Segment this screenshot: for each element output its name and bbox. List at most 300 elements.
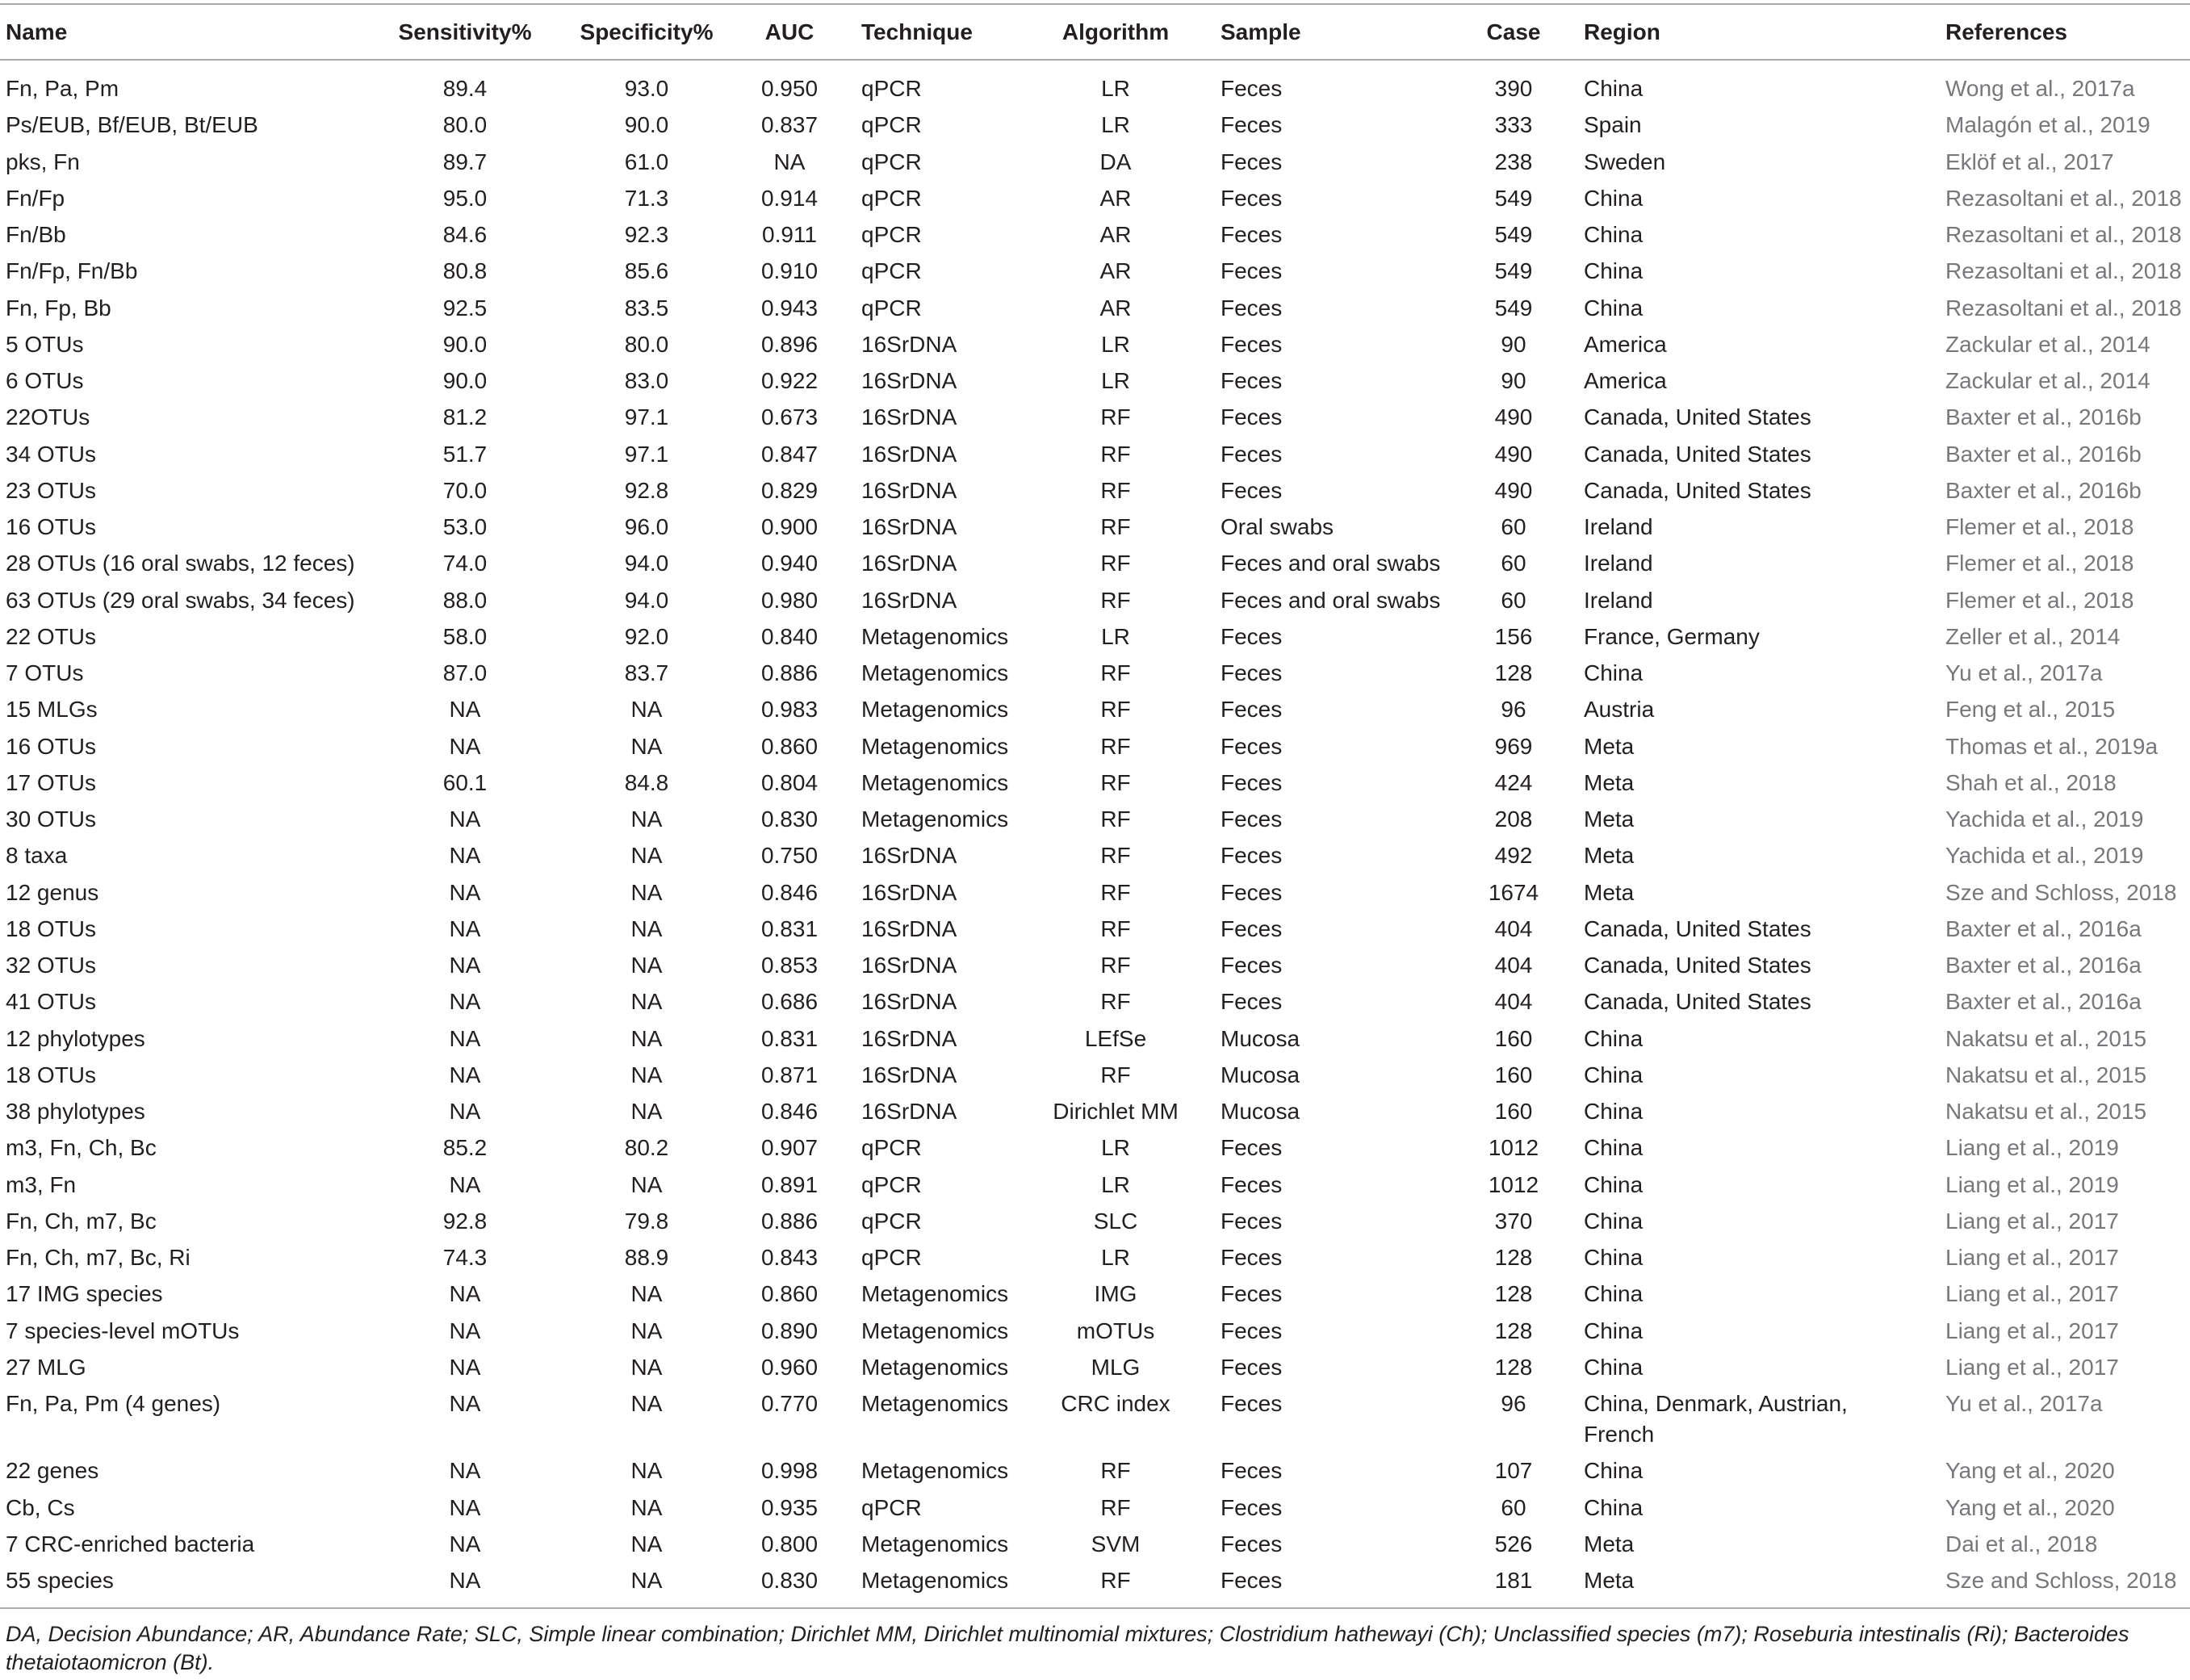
cell-technique: 16SrDNA xyxy=(861,514,957,539)
cell-sample: Feces xyxy=(1221,843,1283,869)
cell-sensitivity: 51.7 xyxy=(442,441,488,467)
cell-technique: Metagenomics xyxy=(861,1568,1009,1593)
cell-algorithm: mOTUs xyxy=(1076,1318,1155,1343)
cell-name: m3, Fn xyxy=(6,1171,77,1197)
cell-region: China xyxy=(1584,1208,1644,1234)
cell-case: 549 xyxy=(1494,222,1533,247)
cell-technique: Metagenomics xyxy=(861,697,1009,723)
table-body xyxy=(0,61,2190,1609)
cell-algorithm: LR xyxy=(1101,623,1130,649)
cell-case: 128 xyxy=(1494,1318,1533,1343)
cell-references: Zackular et al., 2014 xyxy=(1945,368,2150,393)
cell-region: Meta xyxy=(1584,769,1635,795)
cell-technique: 16SrDNA xyxy=(861,441,957,467)
cell-specificity: NA xyxy=(630,806,663,832)
cell-technique: 16SrDNA xyxy=(861,1025,957,1051)
cell-case: 490 xyxy=(1494,441,1533,467)
cell-algorithm: RF xyxy=(1100,733,1131,759)
cell-technique: Metagenomics xyxy=(861,1281,1009,1307)
cell-auc: 0.943 xyxy=(760,295,819,320)
cell-technique: Metagenomics xyxy=(861,733,1009,759)
cell-sample: Feces xyxy=(1221,806,1283,832)
cell-region: Meta xyxy=(1584,1531,1635,1556)
cell-auc: 0.843 xyxy=(760,1245,819,1270)
table-row xyxy=(0,1167,2190,1203)
biomarker-performance-table xyxy=(0,3,2190,1677)
cell-region: China, Denmark, Austrian, French xyxy=(1584,1391,1848,1447)
column-header-name: Name xyxy=(6,19,68,44)
cell-sensitivity: NA xyxy=(449,1171,481,1197)
cell-algorithm: RF xyxy=(1100,915,1131,941)
cell-specificity: NA xyxy=(630,1318,663,1343)
cell-sample: Feces xyxy=(1221,769,1283,795)
cell-sensitivity: 95.0 xyxy=(442,185,488,211)
cell-sample: Feces xyxy=(1221,915,1283,941)
cell-specificity: NA xyxy=(630,1099,663,1124)
cell-algorithm: RF xyxy=(1100,551,1131,576)
cell-sensitivity: 80.0 xyxy=(442,112,488,138)
cell-sample: Feces xyxy=(1221,441,1283,467)
cell-specificity: 61.0 xyxy=(624,149,669,174)
cell-auc: 0.860 xyxy=(760,1281,819,1307)
cell-technique: 16SrDNA xyxy=(861,1062,957,1087)
cell-technique: Metagenomics xyxy=(861,660,1009,685)
cell-algorithm: RF xyxy=(1100,1062,1131,1087)
table-row xyxy=(0,582,2190,618)
cell-specificity: 88.9 xyxy=(624,1245,669,1270)
table-header-row xyxy=(0,3,2190,61)
cell-specificity: NA xyxy=(630,1458,663,1484)
cell-technique: qPCR xyxy=(861,112,922,138)
cell-technique: Metagenomics xyxy=(861,1531,1009,1556)
cell-case: 90 xyxy=(1501,368,1526,393)
cell-region: China xyxy=(1584,185,1644,211)
cell-references: Rezasoltani et al., 2018 xyxy=(1945,295,2182,320)
cell-specificity: NA xyxy=(630,1062,663,1087)
cell-references: Baxter et al., 2016a xyxy=(1945,915,2142,941)
cell-case: 424 xyxy=(1494,769,1533,795)
cell-case: 156 xyxy=(1494,623,1533,649)
cell-specificity: 94.0 xyxy=(624,551,669,576)
cell-region: Spain xyxy=(1584,112,1642,138)
cell-references: Zackular et al., 2014 xyxy=(1945,331,2150,357)
table-row xyxy=(0,61,2190,107)
cell-region: Meta xyxy=(1584,1568,1635,1593)
cell-name: 18 OTUs xyxy=(6,1062,97,1087)
cell-technique: qPCR xyxy=(861,1494,922,1520)
cell-references: Thomas et al., 2019a xyxy=(1945,733,2159,759)
cell-specificity: NA xyxy=(630,1568,663,1593)
cell-region: China xyxy=(1584,1318,1644,1343)
table-row xyxy=(0,655,2190,691)
cell-name: Fn, Pa, Pm xyxy=(6,76,119,101)
table-footnote: DA, Decision Abundance; AR, Abundance Rate; SLC, Simple linear combination; Dirichlet MM, Dirichlet multinomial mixtures; Clostridium hathewayi (Ch); Unclassified species (m7); Roseburia intestinalis (Ri); Bacteroides thetaiotaomicron (Bt). xyxy=(6,1621,2129,1674)
cell-algorithm: LR xyxy=(1101,1245,1130,1270)
cell-case: 404 xyxy=(1494,915,1533,941)
table-row xyxy=(0,983,2190,1020)
cell-references: Wong et al., 2017a xyxy=(1945,76,2135,101)
table-row xyxy=(0,107,2190,143)
cell-name: 12 genus xyxy=(6,879,99,905)
cell-references: Yachida et al., 2019 xyxy=(1945,806,2144,832)
table-row xyxy=(0,180,2190,216)
cell-case: 238 xyxy=(1494,149,1533,174)
cell-sample: Feces xyxy=(1221,989,1283,1015)
cell-auc: 0.673 xyxy=(760,404,819,430)
cell-name: Fn, Pa, Pm (4 genes) xyxy=(6,1391,221,1416)
cell-references: Yang et al., 2020 xyxy=(1945,1458,2115,1484)
cell-references: Flemer et al., 2018 xyxy=(1945,514,2134,539)
cell-case: 549 xyxy=(1494,185,1533,211)
cell-sensitivity: NA xyxy=(449,1354,481,1380)
cell-technique: qPCR xyxy=(861,295,922,320)
cell-specificity: 80.0 xyxy=(624,331,669,357)
cell-references: Liang et al., 2017 xyxy=(1945,1318,2119,1343)
cell-technique: qPCR xyxy=(861,1245,922,1270)
table-row xyxy=(0,1452,2190,1489)
cell-technique: qPCR xyxy=(861,258,922,284)
cell-algorithm: DA xyxy=(1099,149,1132,174)
cell-sensitivity: NA xyxy=(449,806,481,832)
column-header-references: References xyxy=(1945,19,2067,44)
cell-references: Liang et al., 2017 xyxy=(1945,1208,2119,1234)
column-header-technique: Technique xyxy=(861,19,973,44)
cell-technique: 16SrDNA xyxy=(861,1099,957,1124)
cell-region: China xyxy=(1584,1245,1644,1270)
cell-sample: Feces xyxy=(1221,1245,1283,1270)
cell-name: 16 OTUs xyxy=(6,733,97,759)
cell-references: Liang et al., 2017 xyxy=(1945,1245,2119,1270)
table-row xyxy=(0,947,2190,983)
column-header-case: Case xyxy=(1486,19,1541,44)
cell-specificity: 97.1 xyxy=(624,441,669,467)
cell-specificity: NA xyxy=(630,1025,663,1051)
table-row xyxy=(0,1385,2190,1452)
cell-name: 18 OTUs xyxy=(6,915,97,941)
cell-case: 160 xyxy=(1494,1099,1533,1124)
cell-algorithm: RF xyxy=(1100,514,1131,539)
cell-auc: 0.837 xyxy=(760,112,819,138)
cell-case: 128 xyxy=(1494,1281,1533,1307)
cell-auc: 0.998 xyxy=(760,1458,819,1484)
cell-sample: Feces xyxy=(1221,623,1283,649)
cell-sensitivity: NA xyxy=(449,1568,481,1593)
cell-case: 160 xyxy=(1494,1025,1533,1051)
table-row xyxy=(0,144,2190,180)
cell-name: 23 OTUs xyxy=(6,477,97,503)
cell-specificity: 90.0 xyxy=(624,112,669,138)
cell-specificity: 71.3 xyxy=(624,185,669,211)
cell-specificity: 93.0 xyxy=(624,76,669,101)
cell-technique: 16SrDNA xyxy=(861,477,957,503)
cell-auc: 0.853 xyxy=(760,953,819,978)
cell-technique: qPCR xyxy=(861,185,922,211)
cell-auc: 0.940 xyxy=(760,551,819,576)
cell-region: Ireland xyxy=(1584,587,1653,613)
cell-region: Canada, United States xyxy=(1584,441,1811,467)
cell-sensitivity: 89.7 xyxy=(442,149,488,174)
cell-region: China xyxy=(1584,1135,1644,1161)
cell-region: China xyxy=(1584,1062,1644,1087)
cell-algorithm: LEfSe xyxy=(1084,1025,1147,1051)
cell-name: Fn, Ch, m7, Bc xyxy=(6,1208,157,1234)
cell-auc: 0.686 xyxy=(760,989,819,1015)
cell-name: 5 OTUs xyxy=(6,331,84,357)
cell-name: 7 species-level mOTUs xyxy=(6,1318,240,1343)
cell-references: Liang et al., 2019 xyxy=(1945,1171,2119,1197)
cell-algorithm: MLG xyxy=(1091,1354,1141,1380)
cell-references: Yu et al., 2017a xyxy=(1945,660,2103,685)
cell-sample: Feces xyxy=(1221,1354,1283,1380)
cell-case: 526 xyxy=(1494,1531,1533,1556)
cell-case: 181 xyxy=(1494,1568,1533,1593)
cell-sensitivity: 74.0 xyxy=(442,551,488,576)
table-row xyxy=(0,290,2190,326)
cell-region: China xyxy=(1584,1354,1644,1380)
cell-auc: 0.830 xyxy=(760,806,819,832)
cell-sample: Feces xyxy=(1221,1135,1283,1161)
cell-algorithm: CRC index xyxy=(1061,1391,1170,1416)
cell-auc: 0.922 xyxy=(760,368,819,393)
table-row xyxy=(0,216,2190,253)
cell-references: Yu et al., 2017a xyxy=(1945,1391,2103,1416)
cell-auc: 0.804 xyxy=(760,769,819,795)
cell-case: 60 xyxy=(1501,587,1526,613)
cell-region: Austria xyxy=(1584,697,1655,723)
cell-sensitivity: NA xyxy=(449,1458,481,1484)
cell-name: 8 taxa xyxy=(6,843,68,869)
cell-references: Zeller et al., 2014 xyxy=(1945,623,2121,649)
table-row xyxy=(0,691,2190,727)
cell-sample: Feces xyxy=(1221,1318,1283,1343)
cell-sample: Feces xyxy=(1221,368,1283,393)
cell-auc: 0.770 xyxy=(760,1391,819,1416)
cell-auc: 0.980 xyxy=(760,587,819,613)
cell-algorithm: RF xyxy=(1100,1568,1131,1593)
cell-sensitivity: 74.3 xyxy=(442,1245,488,1270)
cell-references: Liang et al., 2017 xyxy=(1945,1354,2119,1380)
cell-algorithm: RF xyxy=(1100,1494,1131,1520)
cell-name: Fn/Fp xyxy=(6,185,65,211)
cell-technique: Metagenomics xyxy=(861,1391,1009,1416)
cell-references: Eklöf et al., 2017 xyxy=(1945,149,2114,174)
cell-region: Canada, United States xyxy=(1584,404,1811,430)
cell-technique: qPCR xyxy=(861,222,922,247)
cell-region: Meta xyxy=(1584,843,1635,869)
cell-algorithm: RF xyxy=(1100,404,1131,430)
cell-region: China xyxy=(1584,1025,1644,1051)
cell-references: Liang et al., 2019 xyxy=(1945,1135,2119,1161)
cell-specificity: 96.0 xyxy=(624,514,669,539)
table-row xyxy=(0,1239,2190,1276)
cell-sensitivity: 87.0 xyxy=(442,660,488,685)
cell-region: America xyxy=(1584,368,1667,393)
cell-sensitivity: NA xyxy=(449,1062,481,1087)
cell-name: 34 OTUs xyxy=(6,441,97,467)
cell-references: Shah et al., 2018 xyxy=(1945,769,2117,795)
cell-technique: qPCR xyxy=(861,1208,922,1234)
cell-references: Sze and Schloss, 2018 xyxy=(1945,1568,2177,1593)
column-header-region: Region xyxy=(1584,19,1660,44)
cell-case: 1674 xyxy=(1488,879,1539,905)
cell-references: Rezasoltani et al., 2018 xyxy=(1945,185,2182,211)
cell-references: Sze and Schloss, 2018 xyxy=(1945,879,2177,905)
table-row xyxy=(0,1057,2190,1093)
cell-case: 1012 xyxy=(1488,1171,1539,1197)
cell-auc: 0.846 xyxy=(760,1099,819,1124)
cell-name: 28 OTUs (16 oral swabs, 12 feces) xyxy=(6,551,355,576)
cell-name: 17 OTUs xyxy=(6,769,97,795)
cell-auc: NA xyxy=(773,149,806,174)
cell-specificity: 83.5 xyxy=(624,295,669,320)
cell-sample: Feces xyxy=(1221,222,1283,247)
cell-references: Rezasoltani et al., 2018 xyxy=(1945,222,2182,247)
cell-sample: Mucosa xyxy=(1221,1099,1300,1124)
cell-case: 208 xyxy=(1494,806,1533,832)
cell-references: Yachida et al., 2019 xyxy=(1945,843,2144,869)
cell-sample: Feces xyxy=(1221,404,1283,430)
cell-region: Meta xyxy=(1584,806,1635,832)
cell-technique: 16SrDNA xyxy=(861,331,957,357)
table-row xyxy=(0,1203,2190,1239)
cell-technique: Metagenomics xyxy=(861,1318,1009,1343)
table-row xyxy=(0,1313,2190,1349)
cell-specificity: NA xyxy=(630,697,663,723)
cell-auc: 0.935 xyxy=(760,1494,819,1520)
cell-case: 490 xyxy=(1494,404,1533,430)
cell-auc: 0.890 xyxy=(760,1318,819,1343)
cell-specificity: NA xyxy=(630,989,663,1015)
cell-auc: 0.983 xyxy=(760,697,819,723)
cell-name: 32 OTUs xyxy=(6,953,97,978)
cell-algorithm: AR xyxy=(1099,222,1132,247)
cell-name: 41 OTUs xyxy=(6,989,97,1015)
cell-auc: 0.911 xyxy=(762,222,817,247)
cell-region: France, Germany xyxy=(1584,623,1760,649)
cell-specificity: NA xyxy=(630,1494,663,1520)
cell-technique: qPCR xyxy=(861,1135,922,1161)
cell-specificity: NA xyxy=(630,953,663,978)
cell-algorithm: RF xyxy=(1100,953,1131,978)
cell-auc: 0.914 xyxy=(760,185,819,211)
table-row xyxy=(0,362,2190,399)
cell-region: Meta xyxy=(1584,733,1635,759)
table-row xyxy=(0,1020,2190,1057)
cell-technique: 16SrDNA xyxy=(861,989,957,1015)
cell-sensitivity: 92.5 xyxy=(442,295,488,320)
cell-name: 17 IMG species xyxy=(6,1281,163,1307)
cell-sample: Feces xyxy=(1221,76,1283,101)
cell-region: America xyxy=(1584,331,1667,357)
cell-algorithm: RF xyxy=(1100,587,1131,613)
cell-auc: 0.900 xyxy=(760,514,819,539)
cell-references: Malagón et al., 2019 xyxy=(1945,112,2150,138)
cell-algorithm: AR xyxy=(1099,185,1132,211)
cell-sensitivity: NA xyxy=(449,697,481,723)
table-row xyxy=(0,911,2190,947)
cell-name: 22 OTUs xyxy=(6,623,97,649)
column-header-auc: AUC xyxy=(764,19,814,44)
cell-sensitivity: 60.1 xyxy=(442,769,488,795)
table-row xyxy=(0,765,2190,801)
cell-technique: Metagenomics xyxy=(861,1354,1009,1380)
cell-region: China xyxy=(1584,1281,1644,1307)
cell-auc: 0.750 xyxy=(760,843,819,869)
cell-references: Dai et al., 2018 xyxy=(1945,1531,2098,1556)
cell-sample: Oral swabs xyxy=(1221,514,1334,539)
table-row xyxy=(0,399,2190,435)
cell-sensitivity: NA xyxy=(449,1531,481,1556)
cell-sample: Feces xyxy=(1221,1494,1283,1520)
column-header-specificity: Specificity% xyxy=(580,19,714,44)
cell-sensitivity: NA xyxy=(449,843,481,869)
cell-sample: Feces and oral swabs xyxy=(1221,587,1441,613)
table-row xyxy=(0,728,2190,765)
cell-sample: Feces xyxy=(1221,879,1283,905)
cell-auc: 0.840 xyxy=(760,623,819,649)
cell-sample: Feces xyxy=(1221,1568,1283,1593)
cell-name: 12 phylotypes xyxy=(6,1025,145,1051)
cell-specificity: 85.6 xyxy=(624,258,669,284)
cell-technique: qPCR xyxy=(861,149,922,174)
cell-references: Baxter et al., 2016a xyxy=(1945,953,2142,978)
cell-name: 15 MLGs xyxy=(6,697,98,723)
cell-sample: Feces xyxy=(1221,1281,1283,1307)
table-row xyxy=(0,1349,2190,1385)
cell-auc: 0.860 xyxy=(760,733,819,759)
cell-auc: 0.907 xyxy=(760,1135,819,1161)
cell-specificity: 83.7 xyxy=(624,660,669,685)
cell-case: 128 xyxy=(1494,1245,1533,1270)
cell-technique: qPCR xyxy=(861,76,922,101)
cell-sample: Feces xyxy=(1221,185,1283,211)
table-row xyxy=(0,436,2190,472)
cell-algorithm: RF xyxy=(1100,697,1131,723)
cell-algorithm: RF xyxy=(1100,843,1131,869)
cell-region: China xyxy=(1584,76,1644,101)
cell-case: 333 xyxy=(1494,112,1533,138)
cell-sensitivity: 90.0 xyxy=(442,331,488,357)
cell-case: 490 xyxy=(1494,477,1533,503)
cell-references: Nakatsu et al., 2015 xyxy=(1945,1062,2147,1087)
cell-case: 549 xyxy=(1494,258,1533,284)
cell-sensitivity: 80.8 xyxy=(442,258,488,284)
cell-name: 7 CRC-enriched bacteria xyxy=(6,1531,255,1556)
cell-region: Canada, United States xyxy=(1584,915,1811,941)
cell-auc: 0.847 xyxy=(760,441,819,467)
cell-sample: Feces xyxy=(1221,1171,1283,1197)
cell-references: Feng et al., 2015 xyxy=(1945,697,2116,723)
cell-case: 60 xyxy=(1501,514,1526,539)
cell-case: 60 xyxy=(1501,551,1526,576)
cell-sample: Feces xyxy=(1221,953,1283,978)
table-row xyxy=(0,326,2190,362)
cell-algorithm: SLC xyxy=(1093,1208,1138,1234)
cell-algorithm: RF xyxy=(1100,769,1131,795)
cell-specificity: 80.2 xyxy=(624,1135,669,1161)
cell-sensitivity: 88.0 xyxy=(442,587,488,613)
cell-algorithm: LR xyxy=(1101,368,1130,393)
cell-sample: Feces xyxy=(1221,295,1283,320)
cell-auc: 0.800 xyxy=(760,1531,819,1556)
table-row xyxy=(0,253,2190,289)
column-header-algorithm: Algorithm xyxy=(1062,19,1170,44)
cell-case: 492 xyxy=(1494,843,1533,869)
cell-sample: Feces xyxy=(1221,1391,1283,1416)
cell-algorithm: LR xyxy=(1101,331,1130,357)
cell-sample: Feces and oral swabs xyxy=(1221,551,1441,576)
cell-name: 38 phylotypes xyxy=(6,1099,145,1124)
